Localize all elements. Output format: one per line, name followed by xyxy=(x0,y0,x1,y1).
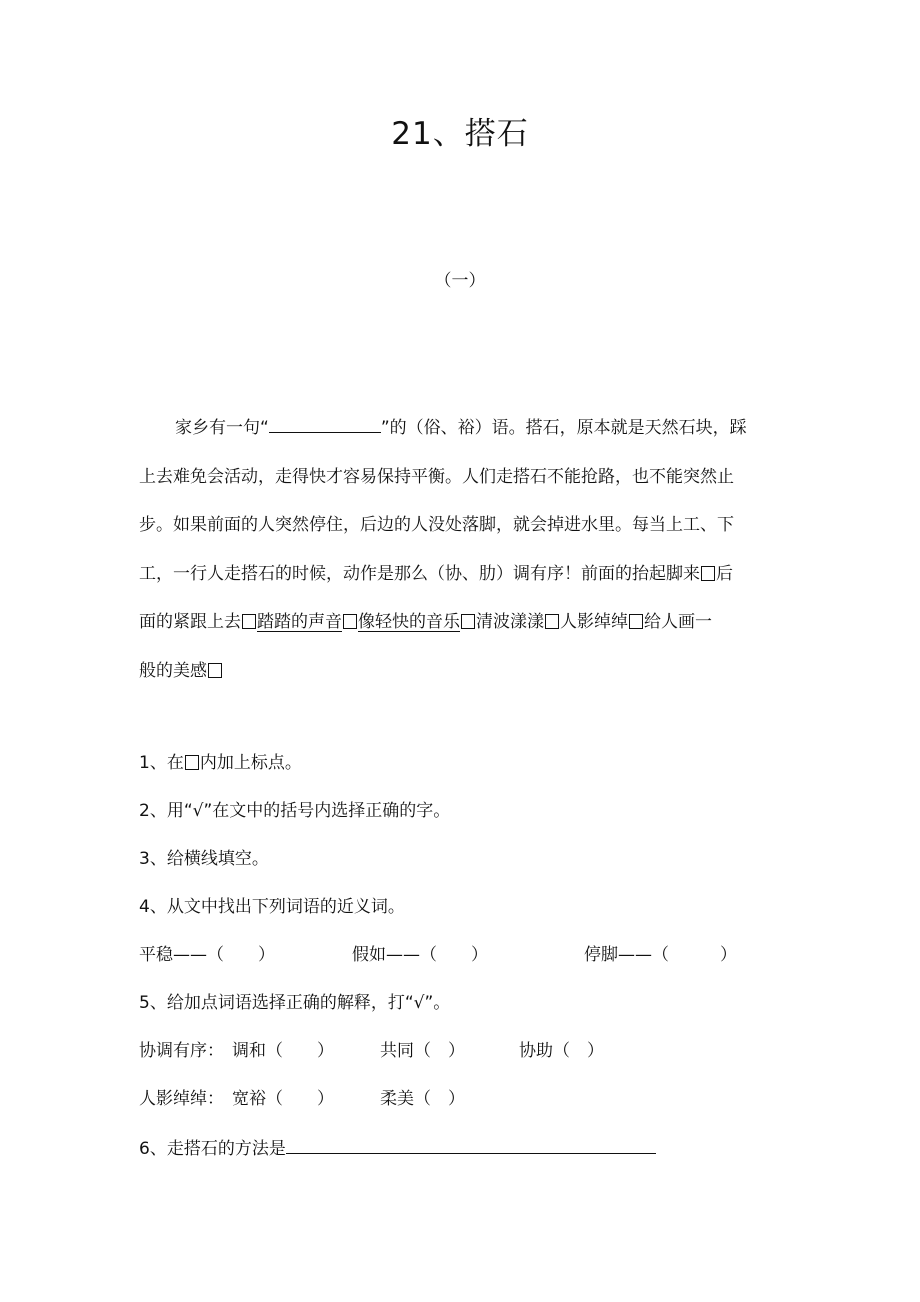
underlined-sentence xyxy=(257,612,476,632)
choice-option[interactable]: 协助（ ） xyxy=(519,1041,604,1061)
term-label: 人影绰绰： xyxy=(139,1089,224,1109)
passage-text: 面的紧跟上去 xyxy=(139,612,241,632)
choice-option[interactable]: 共同（ ） xyxy=(380,1041,465,1061)
passage-text: ”的（俗、裕）语。搭石，原本就是天然石块，踩 xyxy=(380,418,747,438)
question-6 xyxy=(139,1134,656,1159)
punctuation-box[interactable] xyxy=(208,663,222,678)
question-3: 3、给横线填空。 xyxy=(139,849,269,869)
reading-passage xyxy=(139,404,785,695)
question-2: 2、用“√”在文中的括号内选择正确的字。 xyxy=(139,801,451,821)
punctuation-box[interactable] xyxy=(242,614,256,629)
question-text: 内加上标点。 xyxy=(199,753,302,773)
passage-text: 清波漾漾 xyxy=(476,612,544,632)
answer-line[interactable] xyxy=(286,1135,656,1154)
passage-text: 家乡有一句“ xyxy=(175,418,269,438)
term-label: 协调有序： xyxy=(139,1041,224,1061)
question-5: 5、给加点词语选择正确的解释，打“√”。 xyxy=(139,993,451,1013)
punctuation-box[interactable] xyxy=(701,566,715,581)
synonym-item[interactable]: 假如——（ ） xyxy=(352,945,488,965)
passage-line-4 xyxy=(139,550,785,599)
passage-text: 后 xyxy=(716,563,733,584)
question-1 xyxy=(139,748,302,773)
question-text: 6、走搭石的方法是 xyxy=(139,1139,286,1159)
punctuation-box[interactable] xyxy=(343,614,357,629)
passage-line-6 xyxy=(139,647,785,696)
punctuation-box[interactable] xyxy=(545,614,559,629)
passage-text: 工，一行人走搭石的时候，动作是那么（协、肋）调有序！前面的抬起脚来 xyxy=(139,563,700,584)
page-title: 21、搭石 xyxy=(391,116,529,152)
passage-line-3: 步。如果前面的人突然停住，后边的人没处落脚，就会掉进水里。每当上工、下 xyxy=(139,515,734,535)
punctuation-box[interactable] xyxy=(461,614,475,629)
synonym-item[interactable]: 平稳——（ ） xyxy=(139,945,275,965)
passage-text: 般的美感 xyxy=(139,660,207,681)
passage-text: 人影绰绰 xyxy=(560,612,628,632)
passage-line-1 xyxy=(139,404,785,453)
box-symbol xyxy=(185,755,199,770)
choice-option[interactable]: 调和（ ） xyxy=(232,1041,334,1061)
passage-line-2: 上去难免会活动，走得快才容易保持平衡。人们走搭石不能抢路，也不能突然止 xyxy=(139,466,734,487)
passage-text: 踏踏的声音 xyxy=(257,612,342,632)
passage-text: 给人画一 xyxy=(644,612,712,632)
passage-text: 像轻快的音乐 xyxy=(358,612,460,632)
choice-option[interactable]: 宽裕（ ） xyxy=(232,1089,334,1109)
question-4: 4、从文中找出下列词语的近义词。 xyxy=(139,897,405,917)
choice-option[interactable]: 柔美（ ） xyxy=(380,1089,465,1109)
fill-blank[interactable] xyxy=(269,414,381,433)
question-text: 1、在 xyxy=(139,753,184,773)
section-number: （一） xyxy=(434,271,486,291)
punctuation-box[interactable] xyxy=(629,614,643,629)
synonym-item[interactable]: 停脚——（ ） xyxy=(584,945,737,965)
passage-line-5 xyxy=(139,598,785,647)
